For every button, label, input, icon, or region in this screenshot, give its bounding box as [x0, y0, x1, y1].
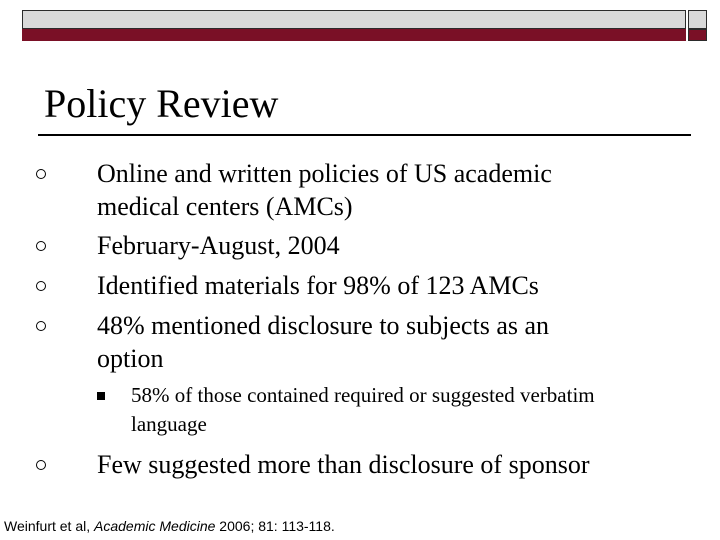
hollow-circle-bullet-icon [36, 169, 46, 179]
square-bullet-icon [97, 392, 105, 400]
title-underline [38, 134, 691, 136]
hollow-circle-bullet-icon [36, 321, 46, 331]
hollow-circle-bullet-icon [36, 281, 46, 291]
slide-title: Policy Review [44, 81, 279, 126]
header-square-gray [688, 10, 707, 29]
bullet-text: February-August, 2004 [97, 231, 340, 260]
header-band-red [22, 29, 686, 41]
citation [4, 517, 335, 535]
header-square-red [688, 29, 707, 41]
bullet-text: Few suggested more than disclosure of sponsor [97, 450, 590, 479]
citation-details: 2006; 81: 113-118. [215, 518, 335, 534]
citation-journal: Academic Medicine [94, 518, 216, 534]
citation-authors: Weinfurt et al, [4, 518, 95, 534]
bullet-text: Identified materials for 98% of 123 AMCs [97, 271, 539, 300]
bullet-text: 48% mentioned disclosure to subjects as an option [97, 311, 550, 373]
bullet-text: Online and written policies of US academic medical centers (AMCs) [97, 159, 552, 221]
sub-bullet-text: 58% of those contained required or suggested verbatim language [131, 383, 595, 436]
hollow-circle-bullet-icon [36, 460, 46, 470]
header-band-gray [22, 10, 686, 29]
hollow-circle-bullet-icon [36, 241, 46, 251]
